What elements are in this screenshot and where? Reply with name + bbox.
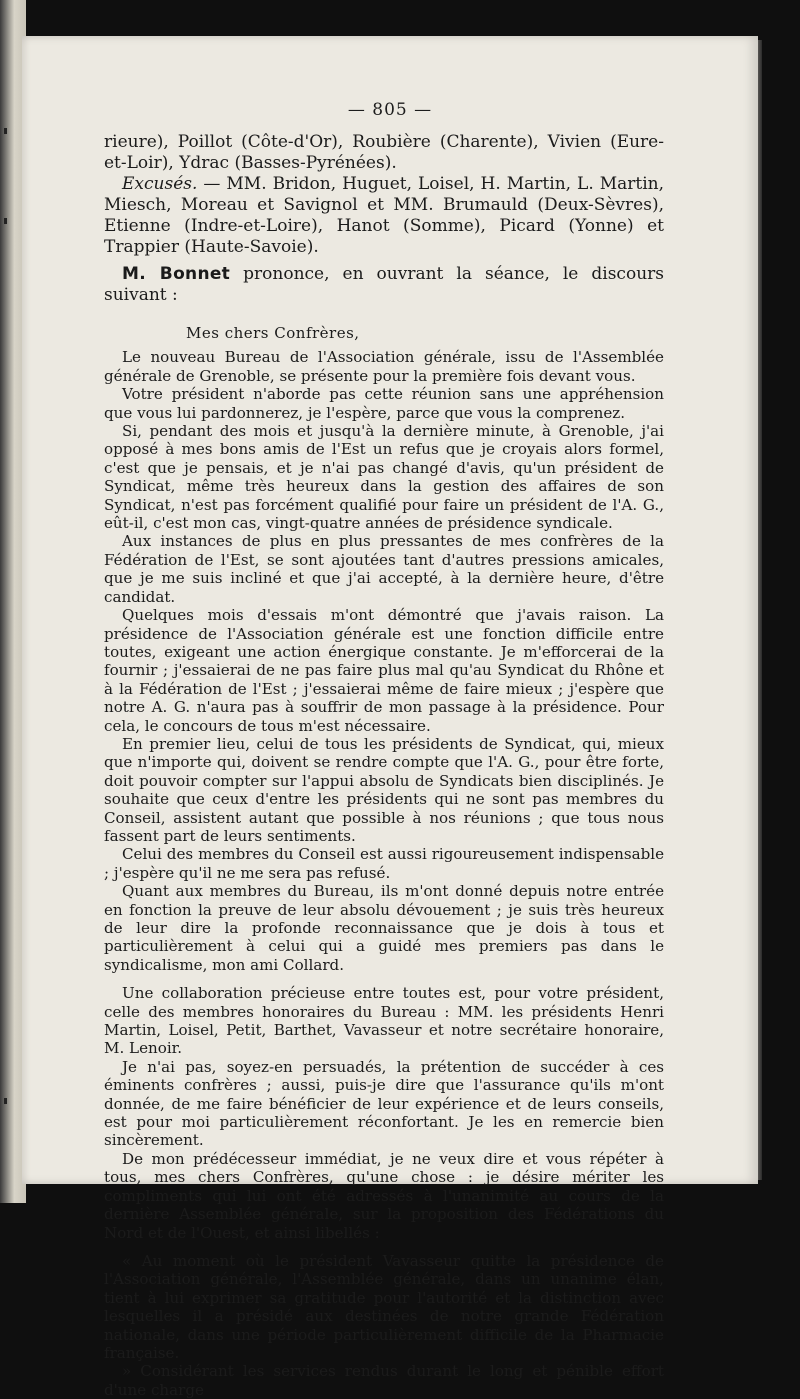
paragraph: Quelques mois d'essais m'ont démontré que j'avais raison. La présidence de l'Association générale est une fonction difficile entre toutes, exigeant une action énergique constante. Je m'efforcerai de la fournir ; j'essaierai de ne pas faire plus mal qu'au Syndicat du Rhône et à la Fédération de l'Est ; j'essaierai même de faire mieux ; j'espère que notre A. G. n'aura pas à souffrir de mon passage à la présidence. Pour cela, le concours de tous m'est nécessaire. — [104, 606, 664, 735]
quoted-motion-continued: » Considérant les services rendus durant le long et pénible effort d'une charge — [104, 1362, 664, 1399]
paragraph: Quant aux membres du Bureau, ils m'ont donné depuis notre entrée en fonction la preuve de leur absolu dévouement ; je suis très heureux de leur dire la profonde reconnaissance que je dois à tous et particulièrement à celui qui a guidé mes premiers pas dans le syndicalisme, mon ami Collard. — [104, 882, 664, 974]
speech-intro-text: prononce, en ouvrant la séance, le discours suivant : — [104, 264, 664, 305]
quoted-motion: « Au moment où le président Vavasseur quitte la présidence de l'Association générale, l'Assemblée générale, dans un unanime élan, tient à lui exprimer sa gratitude pour l'autorité et la distinction avec lesquelles il a présidé aux destinées de notre grande Fédération nationale, dans une période particulièrement difficile de la Pharmacie française. — [104, 1251, 664, 1362]
margin-mark — [4, 128, 7, 134]
paragraph: Aux instances de plus en plus pressantes de mes confrères de la Fédération de l'Est, se sont ajoutées tant d'autres pressions amicales, que je me suis incliné et que j'ai accepté, à la dernière heure, d'être candidat. — [104, 532, 664, 606]
paragraph: Je n'ai pas, soyez-en persuadés, la prétention de succéder à ces éminents confrères ; aussi, puis-je dire que l'assurance qu'ils m'ont donnée, de me faire bénéficier de leur expérience et de leurs conseils, est pour moi particulièrement réconfortant. Je les en remercie bien sincèrement. — [104, 1057, 664, 1150]
paragraph: Le nouveau Bureau de l'Association générale, issu de l'Assemblée générale de Grenoble, se présente pour la première fois devant vous. — [104, 348, 664, 385]
book-page — [22, 36, 758, 1399]
excused-members — [104, 174, 664, 258]
page-number: — 805 — — [347, 100, 433, 120]
excused-label: Excusés. — — [122, 174, 221, 194]
paragraph: Celui des membres du Conseil est aussi rigoureusement indispensable ; j'espère qu'il ne me sera pas refusé. — [104, 845, 664, 882]
excused-list: MM. Bridon, Huguet, Loisel, H. Martin, L. Martin, Miesch, Moreau et Savignol et MM. Brumauld (Deux-Sèvres), Etienne (Indre-et-Loire), Hanot (Somme), Picard (Yonne) et Trappier (Haute-Savoie). — [104, 174, 665, 257]
paragraph: En premier lieu, celui de tous les présidents de Syndicat, qui, mieux que n'importe qui, doivent se rendre compte que l'A. G., pour être forte, doit pouvoir compter sur l'appui absolu de Syndicats bien disciplinés. Je souhaite que ceux d'entre les présidents qui ne sont pas membres du Conseil, assistent autant que possible à nos réunions ; que tous nous fassent part de leurs sentiments. — [104, 734, 664, 845]
page-body — [104, 132, 664, 1399]
paragraph: Une collaboration précieuse entre toutes est, pour votre président, celle des membres honoraires du Bureau : MM. les présidents Henri Martin, Loisel, Petit, Barthet, Vavasseur et notre secrétaire honoraire, M. Lenoir. — [104, 984, 664, 1058]
speaker-name: M. Bonnet — [122, 264, 231, 284]
paragraph: De mon prédécesseur immédiat, je ne veux dire et vous répéter à tous, mes chers Confrères, qu'une chose : je désire mériter les compliments qui lui ont été adressés à l'unanimité au cours de la dernière Assemblée générale, sur la proposition des Fédérations du Nord et de l'Ouest, et ainsi libellés : — [104, 1149, 664, 1242]
paragraph: Si, pendant des mois et jusqu'à la dernière minute, à Grenoble, j'ai opposé à mes bons amis de l'Est un refus que je croyais alors formel, c'est que je pensais, et je n'ai pas changé d'avis, qu'un président de Syndicat, même très heureux dans la gestion des affaires de son Syndicat, n'est pas forcément qualifié pour faire un président de l'A. G., eût-il, c'est mon cas, vingt-quatre années de présidence syndicale. — [104, 422, 664, 533]
paragraph: Votre président n'aborde pas cette réunion sans une appréhension que vous lui pardonnerez, je l'espère, parce que vous la comprenez. — [104, 385, 664, 422]
salutation: Mes chers Confrères, — [186, 324, 360, 342]
attendees-continuation: rieure), Poillot (Côte-d'Or), Roubière (Charente), Vivien (Eure-et-Loir), Ydrac (Basses-Pyrénées). — [104, 132, 664, 173]
margin-mark — [4, 218, 7, 224]
margin-mark — [4, 1098, 7, 1104]
speech-intro — [104, 264, 664, 306]
